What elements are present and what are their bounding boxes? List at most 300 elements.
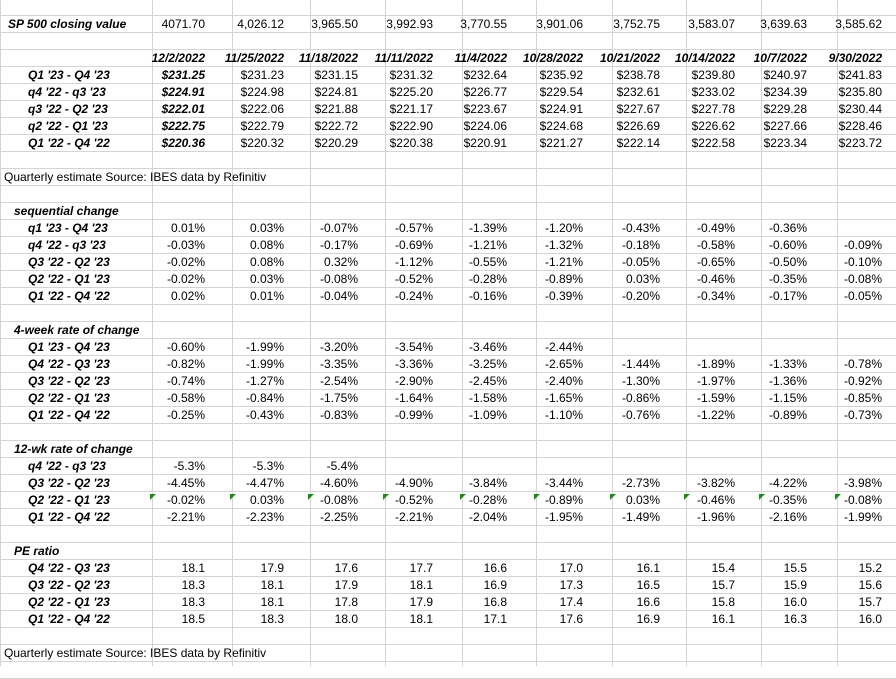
four-week-row xyxy=(0,339,896,356)
row-label[interactable]: 4-week rate of change xyxy=(14,323,140,337)
table-cell[interactable]: 15.7 xyxy=(858,595,882,609)
table-cell[interactable]: -1.10% xyxy=(544,408,583,422)
table-cell[interactable]: -1.21% xyxy=(468,238,507,252)
table-cell[interactable]: -1.64% xyxy=(394,391,433,405)
table-cell[interactable] xyxy=(729,339,807,356)
table-cell[interactable]: -5.3% xyxy=(252,459,284,473)
table-cell[interactable]: -0.65% xyxy=(696,255,735,269)
table-cell[interactable]: -1.27% xyxy=(245,374,284,388)
table-cell[interactable]: $221.88 xyxy=(314,102,358,116)
row-label[interactable]: PE ratio xyxy=(14,544,60,558)
table-cell[interactable]: -0.08% xyxy=(843,493,882,507)
table-cell[interactable]: $220.32 xyxy=(240,136,284,150)
table-cell[interactable]: $241.83 xyxy=(838,68,882,82)
table-cell[interactable]: -0.34% xyxy=(696,289,735,303)
table-cell[interactable]: -2.45% xyxy=(468,374,507,388)
row-label[interactable]: Q1 '22 - Q4 '22 xyxy=(28,136,110,150)
row-label[interactable]: Q4 '22 - Q3 '23 xyxy=(28,357,110,371)
table-cell[interactable]: 15.2 xyxy=(858,561,882,575)
table-cell[interactable]: -2.21% xyxy=(166,510,205,524)
table-cell[interactable]: 18.0 xyxy=(334,612,358,626)
table-cell[interactable]: $224.68 xyxy=(539,119,583,133)
table-cell[interactable]: 12/2/2022 xyxy=(151,51,205,65)
table-cell[interactable]: 0.03% xyxy=(249,272,284,286)
table-cell[interactable]: 0.02% xyxy=(170,289,205,303)
table-cell[interactable]: -0.02% xyxy=(166,493,205,507)
table-cell[interactable]: 0.08% xyxy=(249,238,284,252)
table-cell[interactable]: -3.20% xyxy=(319,340,358,354)
row-label[interactable]: q4 '22 - q3 '23 xyxy=(28,238,106,252)
table-cell[interactable]: 3,639.63 xyxy=(760,17,807,31)
comment-marker xyxy=(759,494,765,500)
table-cell[interactable]: 0.32% xyxy=(323,255,358,269)
table-cell[interactable]: 10/7/2022 xyxy=(753,51,807,65)
table-cell[interactable]: $224.98 xyxy=(240,85,284,99)
table-cell[interactable]: -0.08% xyxy=(319,493,358,507)
comment-marker xyxy=(383,494,389,500)
table-cell[interactable]: 15.7 xyxy=(711,578,735,592)
table-cell[interactable]: -1.12% xyxy=(394,255,433,269)
table-cell[interactable]: -1.58% xyxy=(468,391,507,405)
table-cell[interactable]: -0.84% xyxy=(245,391,284,405)
table-cell[interactable]: -0.25% xyxy=(166,408,205,422)
table-cell[interactable]: $224.91 xyxy=(161,85,205,99)
table-cell[interactable] xyxy=(582,458,660,475)
table-cell[interactable]: 18.5 xyxy=(181,612,205,626)
table-cell[interactable]: 17.6 xyxy=(334,561,358,575)
table-cell[interactable]: $220.36 xyxy=(161,136,205,150)
table-cell[interactable]: -0.60% xyxy=(166,340,205,354)
table-cell[interactable]: $228.46 xyxy=(838,119,882,133)
table-cell[interactable]: 16.1 xyxy=(636,561,660,575)
table-cell[interactable]: -1.33% xyxy=(768,357,807,371)
table-cell[interactable]: 16.8 xyxy=(483,595,507,609)
table-cell[interactable]: $225.20 xyxy=(389,85,433,99)
table-cell[interactable]: -1.96% xyxy=(696,510,735,524)
table-cell[interactable]: -2.73% xyxy=(621,476,660,490)
table-cell[interactable]: -0.69% xyxy=(394,238,433,252)
table-cell[interactable]: $235.92 xyxy=(539,68,583,82)
table-cell[interactable]: 0.03% xyxy=(625,493,660,507)
pe-row xyxy=(0,577,896,594)
table-cell[interactable]: -3.54% xyxy=(394,340,433,354)
table-cell[interactable]: $229.54 xyxy=(539,85,583,99)
table-cell[interactable] xyxy=(804,339,882,356)
sequential-row xyxy=(0,254,896,271)
table-cell[interactable]: $233.02 xyxy=(691,85,735,99)
table-cell[interactable]: -0.52% xyxy=(394,493,433,507)
table-cell[interactable]: 0.08% xyxy=(249,255,284,269)
table-cell[interactable]: $222.01 xyxy=(161,102,205,116)
table-cell[interactable]: -0.02% xyxy=(166,255,205,269)
table-cell[interactable]: -1.99% xyxy=(245,340,284,354)
table-cell[interactable]: $224.81 xyxy=(314,85,358,99)
table-cell[interactable]: -0.18% xyxy=(621,238,660,252)
table-cell[interactable]: -0.57% xyxy=(394,221,433,235)
table-cell[interactable]: -3.44% xyxy=(544,476,583,490)
table-cell[interactable]: $222.58 xyxy=(691,136,735,150)
table-cell[interactable]: 16.9 xyxy=(483,578,507,592)
table-cell[interactable]: 17.9 xyxy=(260,561,284,575)
table-cell[interactable] xyxy=(582,339,660,356)
table-cell[interactable]: 17.4 xyxy=(559,595,583,609)
table-cell[interactable]: -0.52% xyxy=(394,272,433,286)
table-cell[interactable]: $222.72 xyxy=(314,119,358,133)
table-cell[interactable]: $222.75 xyxy=(161,119,205,133)
row-label[interactable]: Q3 '22 - Q2 '23 xyxy=(28,255,110,269)
table-cell[interactable]: -0.74% xyxy=(166,374,205,388)
table-cell[interactable]: $226.69 xyxy=(616,119,660,133)
table-cell[interactable]: 17.7 xyxy=(409,561,433,575)
table-cell[interactable]: 16.6 xyxy=(636,595,660,609)
table-cell[interactable]: 11/18/2022 xyxy=(298,51,358,65)
table-cell[interactable]: 10/28/2022 xyxy=(522,51,583,65)
table-cell[interactable]: -0.03% xyxy=(166,238,205,252)
table-cell[interactable]: -0.05% xyxy=(843,289,882,303)
table-cell[interactable]: -0.35% xyxy=(768,272,807,286)
table-cell[interactable]: 16.3 xyxy=(783,612,807,626)
row-label[interactable]: sequential change xyxy=(14,204,119,218)
table-cell[interactable]: -1.39% xyxy=(468,221,507,235)
table-cell[interactable]: 18.1 xyxy=(260,595,284,609)
table-cell[interactable]: -0.04% xyxy=(319,289,358,303)
table-cell[interactable]: 17.6 xyxy=(559,612,583,626)
table-cell[interactable]: -3.35% xyxy=(319,357,358,371)
table-cell[interactable]: -0.28% xyxy=(468,493,507,507)
row-label[interactable]: SP 500 closing value xyxy=(8,17,127,31)
table-cell[interactable]: -1.36% xyxy=(768,374,807,388)
table-cell[interactable]: -0.36% xyxy=(768,221,807,235)
table-cell[interactable]: 16.1 xyxy=(711,612,735,626)
four-week-row xyxy=(0,373,896,390)
table-cell[interactable]: -4.22% xyxy=(768,476,807,490)
table-cell[interactable]: -0.60% xyxy=(768,238,807,252)
table-cell[interactable]: 16.0 xyxy=(858,612,882,626)
sequential-row xyxy=(0,220,896,237)
table-cell[interactable]: 15.9 xyxy=(783,578,807,592)
table-cell[interactable]: $220.29 xyxy=(314,136,358,150)
table-cell[interactable]: -0.08% xyxy=(319,272,358,286)
table-cell[interactable]: $227.78 xyxy=(691,102,735,116)
table-cell[interactable]: -0.46% xyxy=(696,493,735,507)
table-cell[interactable]: -2.16% xyxy=(768,510,807,524)
table-cell[interactable]: -1.65% xyxy=(544,391,583,405)
table-cell[interactable]: 18.1 xyxy=(409,612,433,626)
table-cell[interactable]: -3.46% xyxy=(468,340,507,354)
table-cell[interactable]: -0.55% xyxy=(468,255,507,269)
table-cell[interactable]: -0.10% xyxy=(843,255,882,269)
table-cell[interactable]: 3,992.93 xyxy=(386,17,433,31)
table-cell[interactable]: -1.99% xyxy=(843,510,882,524)
table-cell[interactable]: $223.72 xyxy=(838,136,882,150)
table-cell[interactable]: 3,585.62 xyxy=(835,17,882,31)
table-cell[interactable]: -1.09% xyxy=(468,408,507,422)
table-cell[interactable]: $221.27 xyxy=(539,136,583,150)
table-cell[interactable]: -0.07% xyxy=(319,221,358,235)
table-cell[interactable]: -1.49% xyxy=(621,510,660,524)
table-cell[interactable]: $232.61 xyxy=(616,85,660,99)
table-cell[interactable]: 18.3 xyxy=(260,612,284,626)
table-cell[interactable] xyxy=(429,458,507,475)
table-cell[interactable]: 18.1 xyxy=(260,578,284,592)
table-cell[interactable]: $223.34 xyxy=(763,136,807,150)
table-cell[interactable]: $227.66 xyxy=(763,119,807,133)
table-cell[interactable]: -0.73% xyxy=(843,408,882,422)
row-label[interactable]: Q3 '22 - Q2 '23 xyxy=(28,476,110,490)
table-cell[interactable]: -0.24% xyxy=(394,289,433,303)
table-cell[interactable]: -4.45% xyxy=(166,476,205,490)
table-cell[interactable]: -1.15% xyxy=(768,391,807,405)
table-cell[interactable]: $222.14 xyxy=(616,136,660,150)
row-label[interactable]: q4 '22 - q3 '23 xyxy=(28,459,106,473)
table-cell[interactable]: -0.17% xyxy=(319,238,358,252)
table-cell[interactable]: 3,901.06 xyxy=(536,17,583,31)
table-cell[interactable]: $229.28 xyxy=(763,102,807,116)
table-cell[interactable]: $240.97 xyxy=(763,68,807,82)
table-cell[interactable]: 0.03% xyxy=(249,493,284,507)
table-cell[interactable]: 16.0 xyxy=(783,595,807,609)
comment-marker xyxy=(150,494,156,500)
table-cell[interactable]: -0.28% xyxy=(468,272,507,286)
table-cell[interactable]: $230.44 xyxy=(838,102,882,116)
row-label[interactable]: Q2 '22 - Q1 '23 xyxy=(28,391,110,405)
four-week-row xyxy=(0,407,896,424)
table-cell[interactable]: $235.80 xyxy=(838,85,882,99)
table-cell[interactable]: -0.08% xyxy=(843,272,882,286)
table-cell[interactable]: -1.89% xyxy=(696,357,735,371)
table-cell[interactable]: -2.65% xyxy=(544,357,583,371)
table-cell[interactable]: -4.90% xyxy=(394,476,433,490)
table-cell[interactable]: -5.4% xyxy=(326,459,358,473)
table-cell[interactable]: -1.20% xyxy=(544,221,583,235)
table-cell[interactable]: 4,026.12 xyxy=(237,17,284,31)
table-cell[interactable]: 3,752.75 xyxy=(613,17,660,31)
table-cell[interactable]: -0.82% xyxy=(166,357,205,371)
table-cell[interactable]: 18.1 xyxy=(181,561,205,575)
row-label[interactable]: Q1 '23 - Q4 '23 xyxy=(28,68,110,82)
table-cell[interactable]: 18.3 xyxy=(181,578,205,592)
table-cell[interactable]: 9/30/2022 xyxy=(828,51,882,65)
table-cell[interactable]: 3,583.07 xyxy=(688,17,735,31)
table-cell[interactable] xyxy=(804,458,882,475)
table-cell[interactable]: -4.47% xyxy=(245,476,284,490)
table-cell[interactable]: $220.38 xyxy=(389,136,433,150)
table-cell[interactable]: -1.21% xyxy=(544,255,583,269)
comment-marker xyxy=(684,494,690,500)
table-cell[interactable]: $231.32 xyxy=(389,68,433,82)
sequential-row xyxy=(0,271,896,288)
table-cell[interactable]: 15.6 xyxy=(858,578,882,592)
table-cell[interactable]: $231.23 xyxy=(240,68,284,82)
table-cell[interactable]: -0.43% xyxy=(245,408,284,422)
row-label[interactable]: Q3 '22 - Q2 '23 xyxy=(28,374,110,388)
row-label[interactable]: Q3 '22 - Q2 '23 xyxy=(28,578,110,592)
table-cell[interactable]: -3.98% xyxy=(843,476,882,490)
row-label[interactable]: q1 '23 - Q4 '23 xyxy=(28,221,108,235)
table-cell[interactable]: -2.04% xyxy=(468,510,507,524)
table-cell[interactable]: 11/4/2022 xyxy=(454,51,507,65)
table-cell[interactable]: -0.16% xyxy=(468,289,507,303)
table-cell[interactable]: 18.3 xyxy=(181,595,205,609)
row-label[interactable]: Q1 '22 - Q4 '22 xyxy=(28,510,110,524)
row-label[interactable]: Q2 '22 - Q1 '23 xyxy=(28,272,110,286)
table-cell[interactable]: -0.43% xyxy=(621,221,660,235)
table-cell[interactable]: -0.02% xyxy=(166,272,205,286)
table-cell[interactable]: -0.89% xyxy=(768,408,807,422)
table-cell[interactable]: 15.4 xyxy=(711,561,735,575)
estimate-row xyxy=(0,67,896,84)
table-cell[interactable]: 11/25/2022 xyxy=(224,51,284,65)
table-cell[interactable]: -3.84% xyxy=(468,476,507,490)
table-cell[interactable]: $220.91 xyxy=(463,136,507,150)
table-cell[interactable]: $232.64 xyxy=(463,68,507,82)
table-cell[interactable]: $231.15 xyxy=(314,68,358,82)
table-cell[interactable]: -0.86% xyxy=(621,391,660,405)
table-cell[interactable]: -0.92% xyxy=(843,374,882,388)
table-cell[interactable]: -1.59% xyxy=(696,391,735,405)
table-cell[interactable]: 11/11/2022 xyxy=(374,51,433,65)
row-label[interactable]: Q1 '22 - Q4 '22 xyxy=(28,289,110,303)
table-cell[interactable]: -0.58% xyxy=(696,238,735,252)
table-cell[interactable]: $222.90 xyxy=(389,119,433,133)
table-cell[interactable]: -0.09% xyxy=(843,238,882,252)
table-cell[interactable]: -1.75% xyxy=(319,391,358,405)
table-cell[interactable]: -3.25% xyxy=(468,357,507,371)
twelve-week-row xyxy=(0,492,896,509)
table-cell[interactable]: $234.39 xyxy=(763,85,807,99)
table-cell[interactable]: 0.01% xyxy=(249,289,284,303)
table-cell[interactable]: $226.77 xyxy=(463,85,507,99)
table-cell[interactable]: 17.1 xyxy=(483,612,507,626)
table-cell[interactable]: -0.76% xyxy=(621,408,660,422)
table-cell[interactable]: -1.32% xyxy=(544,238,583,252)
sequential-row xyxy=(0,288,896,305)
table-cell[interactable]: $224.06 xyxy=(463,119,507,133)
table-cell[interactable]: -0.39% xyxy=(544,289,583,303)
row-label[interactable]: Q1 '22 - Q4 '22 xyxy=(28,408,110,422)
table-cell[interactable]: 17.9 xyxy=(334,578,358,592)
source-text: Quarterly estimate Source: IBES data by Refinitiv xyxy=(4,170,267,184)
table-cell[interactable]: 16.6 xyxy=(483,561,507,575)
table-cell[interactable]: -3.82% xyxy=(696,476,735,490)
table-cell[interactable]: -2.21% xyxy=(394,510,433,524)
table-cell[interactable]: -0.50% xyxy=(768,255,807,269)
table-cell[interactable]: -0.20% xyxy=(621,289,660,303)
table-cell[interactable]: -2.90% xyxy=(394,374,433,388)
row-label[interactable]: Q2 '22 - Q1 '23 xyxy=(28,493,110,507)
table-cell[interactable] xyxy=(355,458,433,475)
table-cell[interactable]: -0.78% xyxy=(843,357,882,371)
table-cell[interactable]: -1.99% xyxy=(245,357,284,371)
table-cell[interactable]: -5.3% xyxy=(173,459,205,473)
table-cell[interactable] xyxy=(657,339,735,356)
table-cell[interactable]: $239.80 xyxy=(691,68,735,82)
table-cell[interactable]: 0.03% xyxy=(249,221,284,235)
table-cell[interactable]: $227.67 xyxy=(616,102,660,116)
table-cell[interactable]: -0.35% xyxy=(768,493,807,507)
table-cell[interactable]: -2.54% xyxy=(319,374,358,388)
table-cell[interactable]: $222.06 xyxy=(240,102,284,116)
table-cell[interactable]: 15.8 xyxy=(711,595,735,609)
table-cell[interactable]: 0.03% xyxy=(625,272,660,286)
four-week-row xyxy=(0,390,896,407)
table-cell[interactable]: -0.89% xyxy=(544,493,583,507)
date-header-row xyxy=(0,50,896,67)
row-label[interactable]: Q1 '22 - Q4 '22 xyxy=(28,612,110,626)
table-cell[interactable]: -1.44% xyxy=(621,357,660,371)
row-label[interactable]: 12-wk rate of change xyxy=(14,442,133,456)
table-cell[interactable]: 16.5 xyxy=(636,578,660,592)
table-cell[interactable]: 3,770.55 xyxy=(460,17,507,31)
table-cell[interactable]: 15.5 xyxy=(783,561,807,575)
table-cell[interactable]: 17.3 xyxy=(559,578,583,592)
table-cell[interactable]: 17.8 xyxy=(334,595,358,609)
table-cell[interactable]: -2.40% xyxy=(544,374,583,388)
table-cell[interactable]: 3,965.50 xyxy=(311,17,358,31)
row-label[interactable]: q2 '22 - Q1 '23 xyxy=(28,119,108,133)
table-cell[interactable]: 17.0 xyxy=(559,561,583,575)
comment-marker xyxy=(230,494,236,500)
source-note xyxy=(0,645,896,662)
table-cell[interactable]: -0.05% xyxy=(621,255,660,269)
table-cell[interactable]: $231.25 xyxy=(161,68,205,82)
table-cell[interactable]: 18.1 xyxy=(409,578,433,592)
table-cell[interactable]: $223.67 xyxy=(463,102,507,116)
table-cell[interactable] xyxy=(657,458,735,475)
table-cell[interactable]: 16.9 xyxy=(636,612,660,626)
table-cell[interactable]: -0.83% xyxy=(319,408,358,422)
table-cell[interactable]: -1.22% xyxy=(696,408,735,422)
row-label[interactable]: q3 '22 - Q2 '23 xyxy=(28,102,108,116)
table-cell[interactable]: $222.79 xyxy=(240,119,284,133)
table-cell[interactable]: -2.23% xyxy=(245,510,284,524)
table-cell[interactable]: 10/14/2022 xyxy=(674,51,735,65)
section-title xyxy=(0,441,896,458)
table-cell[interactable]: 0.01% xyxy=(170,221,205,235)
table-cell[interactable] xyxy=(804,220,882,237)
table-cell[interactable]: -0.99% xyxy=(394,408,433,422)
twelve-week-row xyxy=(0,475,896,492)
section-title xyxy=(0,543,896,560)
table-cell[interactable]: -2.25% xyxy=(319,510,358,524)
table-cell[interactable]: 4071.70 xyxy=(161,17,205,31)
table-cell[interactable]: -0.46% xyxy=(696,272,735,286)
table-cell[interactable] xyxy=(505,458,583,475)
table-cell[interactable]: -4.60% xyxy=(319,476,358,490)
table-cell[interactable]: -0.49% xyxy=(696,221,735,235)
table-cell[interactable]: -1.30% xyxy=(621,374,660,388)
row-label[interactable]: Q4 '22 - Q3 '23 xyxy=(28,561,110,575)
row-label[interactable]: Q1 '23 - Q4 '23 xyxy=(28,340,110,354)
row-label[interactable]: Q2 '22 - Q1 '23 xyxy=(28,595,110,609)
table-cell[interactable]: -0.58% xyxy=(166,391,205,405)
table-cell[interactable] xyxy=(729,458,807,475)
table-cell[interactable]: $238.78 xyxy=(616,68,660,82)
table-cell[interactable]: $226.62 xyxy=(691,119,735,133)
table-cell[interactable]: $221.17 xyxy=(389,102,433,116)
table-cell[interactable]: 17.9 xyxy=(409,595,433,609)
table-cell[interactable]: -1.95% xyxy=(544,510,583,524)
table-cell[interactable]: -2.44% xyxy=(544,340,583,354)
table-cell[interactable]: -0.89% xyxy=(544,272,583,286)
table-cell[interactable]: 10/21/2022 xyxy=(599,51,660,65)
table-cell[interactable]: -0.17% xyxy=(768,289,807,303)
table-cell[interactable]: -3.36% xyxy=(394,357,433,371)
table-cell[interactable]: $224.91 xyxy=(539,102,583,116)
table-cell[interactable]: -1.97% xyxy=(696,374,735,388)
table-cell[interactable]: -0.85% xyxy=(843,391,882,405)
row-label[interactable]: q4 '22 - q3 '23 xyxy=(28,85,106,99)
